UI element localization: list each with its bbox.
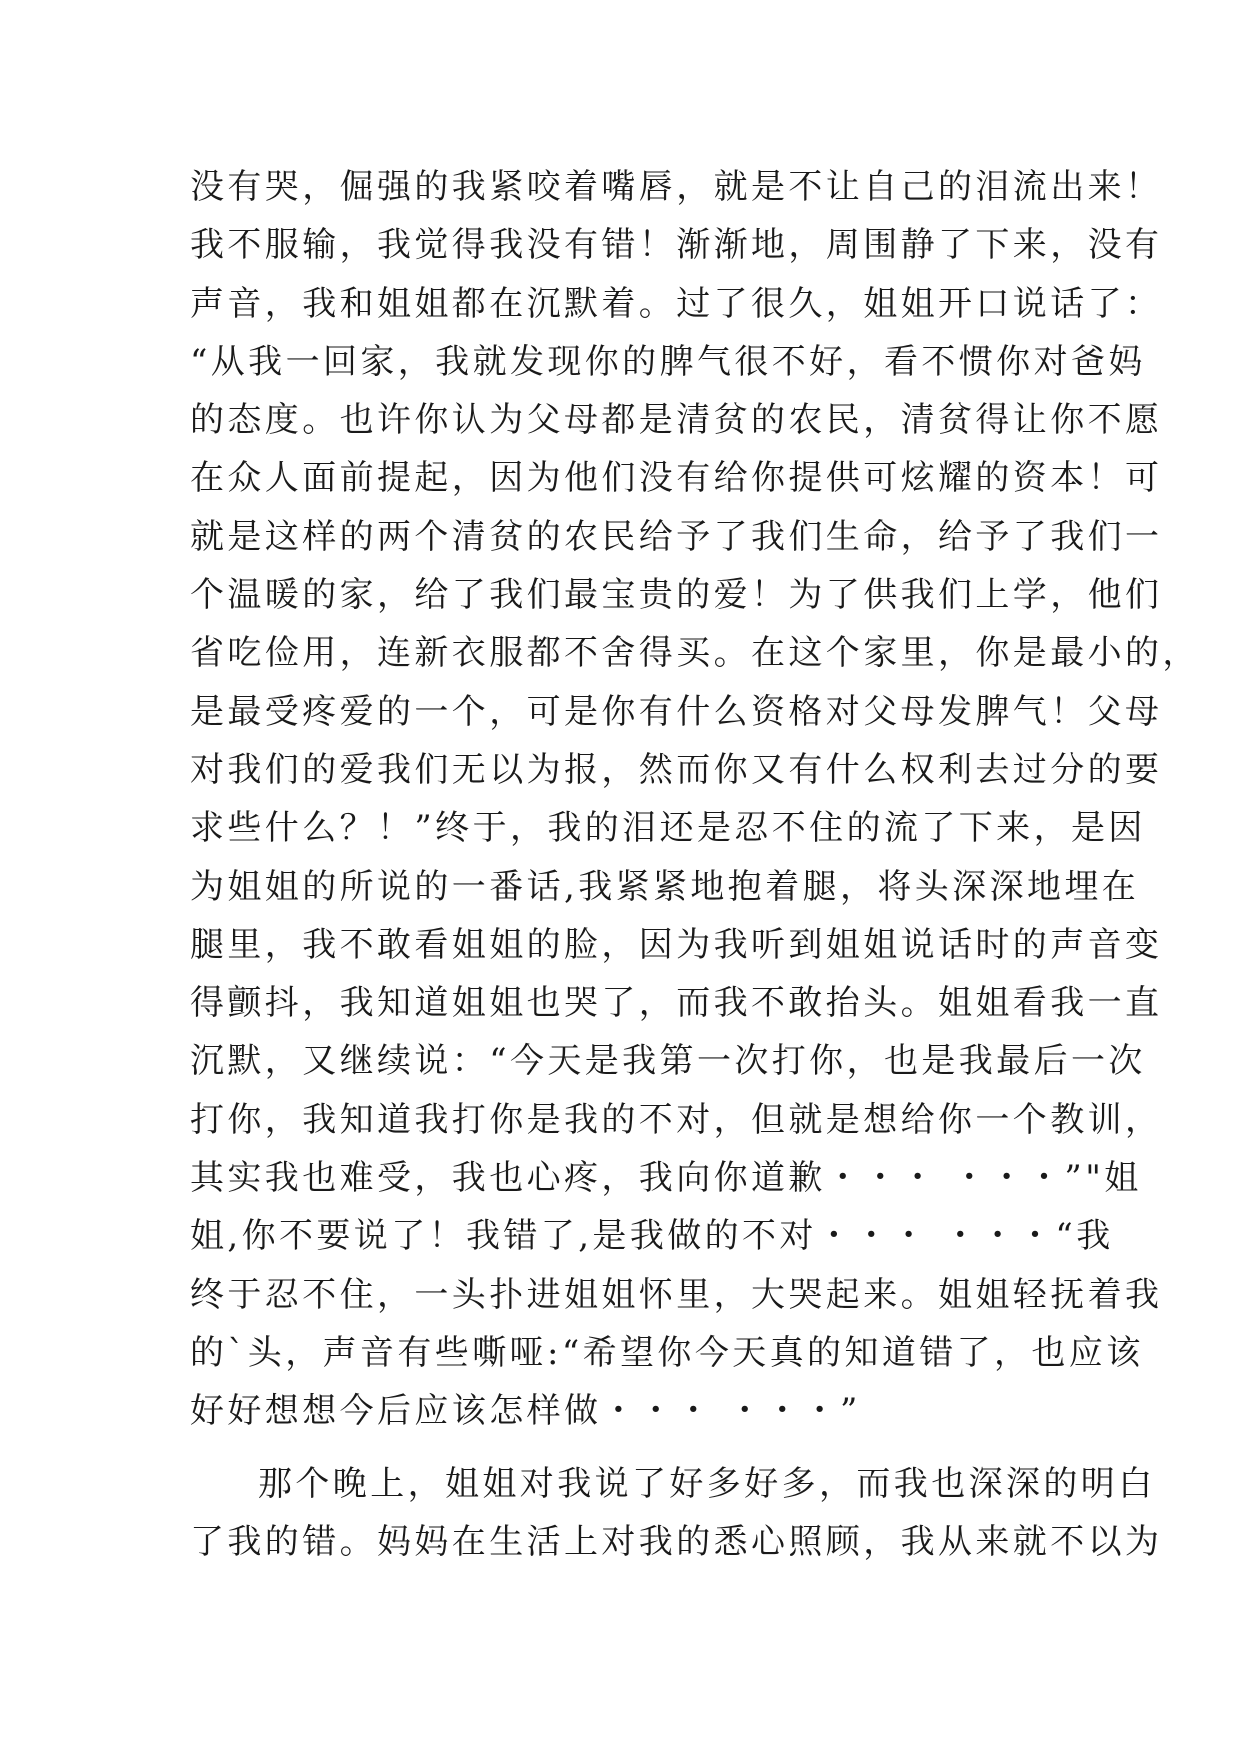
text-line: 了我的错。妈妈在生活上对我的悉心照顾，我从来就不以为 (190, 1521, 1163, 1562)
text-line: 个温暖的家，给了我们最宝贵的爱！为了供我们上学，他们 (190, 575, 1163, 616)
text-line: 是最受疼爱的一个，可是你有什么资格对父母发脾气！父母 (190, 691, 1163, 732)
text-line: 声音，我和姐姐都在沉默着。过了很久，姐姐开口说话了： (190, 283, 1163, 324)
text-line: 求些什么？！”终于，我的泪还是忍不住的流了下来，是因 (190, 808, 1146, 849)
text-line: 得颤抖，我知道姐姐也哭了，而我不敢抬头。姐姐看我一直 (190, 983, 1163, 1024)
text-line: 的态度。也许你认为父母都是清贫的农民，清贫得让你不愿 (190, 400, 1163, 441)
text-line: 的`头，声音有些嘶哑:“希望你今天真的知道错了，也应该 (190, 1332, 1144, 1373)
text-line: 省吃俭用，连新衣服都不舍得买。在这个家里，你是最小的， (190, 633, 1200, 674)
text-line: 沉默，又继续说：“今天是我第一次打你，也是我最后一次 (190, 1041, 1146, 1082)
text-line: 那个晚上，姐姐对我说了好多好多，而我也深深的明白 (258, 1463, 1156, 1504)
text-line: 打你，我知道我打你是我的不对，但就是想给你一个教训， (190, 1099, 1163, 1140)
body-text (190, 158, 1200, 1571)
paragraph-gap (190, 1441, 1070, 1455)
text-line: 就是这样的两个清贫的农民给予了我们生命，给予了我们一 (190, 516, 1163, 557)
text-line: 我不服输，我觉得我没有错！渐渐地，周围静了下来，没有 (190, 225, 1163, 266)
text-line: 没有哭，倔强的我紧咬着嘴唇，就是不让自己的泪流出来！ (190, 167, 1163, 207)
text-line: 终于忍不住，一头扑进姐姐怀里，大哭起来。姐姐轻抚着我 (190, 1274, 1163, 1315)
text-line: 腿里，我不敢看姐姐的脸，因为我听到姐姐说话时的声音变 (190, 924, 1163, 965)
text-line: 为姐姐的所说的一番话,我紧紧地抱着腿，将头深深地埋在 (190, 866, 1140, 907)
text-line: 姐,你不要说了！我错了,是我做的不对・・・ ・・・“我 (190, 1216, 1114, 1257)
text-line: 其实我也难受，我也心疼，我向你道歉・・・ ・・・”"姐 (190, 1158, 1142, 1199)
text-line: 好好想想今后应该怎样做・・・ ・・・” (190, 1391, 861, 1432)
text-line: “从我一回家，我就发现你的脾气很不好，看不惯你对爸妈 (190, 341, 1146, 382)
text-line: 在众人面前提起，因为他们没有给你提供可炫耀的资本！可 (190, 458, 1163, 499)
text-line: 对我们的爱我们无以为报，然而你又有什么权利去过分的要 (190, 749, 1163, 790)
